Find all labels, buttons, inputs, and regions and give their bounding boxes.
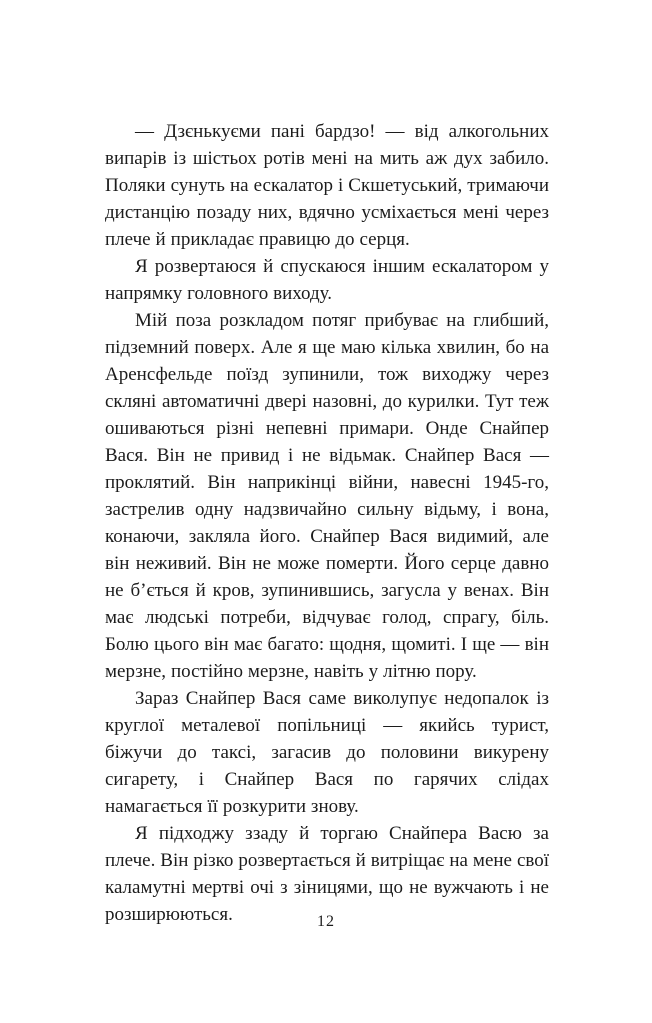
paragraph: Зараз Снайпер Вася саме виколупує недопалок із круглої металевої попільниці — якийсь турист, біжучи до таксі, загасив до половини викурену сигарету, і Снайпер Вася по гарячих слідах намагається її розкурити знову.	[105, 688, 549, 817]
paragraph: Мій поза розкладом потяг прибуває на глибший, підземний поверх. Але я ще маю кілька хвилин, бо на Аренсфельде поїзд зупинили, тож виходжу через скляні автоматичні двері назовні, до курилки. Тут теж ошиваються різні непевні примари. Онде Снайпер Вася. Він не привид і не відьмак. Снайпер Вася — проклятий. Він наприкінці війни, навесні 1945-го, застрелив одну надзвичайно сильну відьму, і вона, конаючи, закляла його. Снайпер Вася видимий, але він неживий. Він не може померти. Його серце давно не б’ється й кров, зупинившись, загусла у венах. Він має людські потреби, відчуває голод, спрагу, біль. Болю цього він має багато: щодня, щомиті. І ще — він мерзне, постійно мерзне, навіть у літню пору.	[105, 310, 549, 682]
paragraph: Я розвертаюся й спускаюся іншим ескалатором у напрямку головного виходу.	[105, 256, 549, 304]
paragraph: Я підходжу ззаду й торгаю Снайпера Васю за плече. Він різко розвертається й витріщає на мене свої каламутні мертві очі з зіницями, що не вужчають і не розширюються.	[105, 823, 549, 925]
paragraph: — Дзєнькуєми пані бардзо! — від алкогольних випарів із шістьох ротів мені на мить аж дух забило. Поляки сунуть на ескалатор і Скшетуський, тримаючи дистанцію позаду них, вдячно усміхається мені через плече й прикладає правицю до серця.	[105, 121, 549, 250]
text-block	[105, 118, 549, 928]
page-number: 12	[317, 913, 335, 930]
